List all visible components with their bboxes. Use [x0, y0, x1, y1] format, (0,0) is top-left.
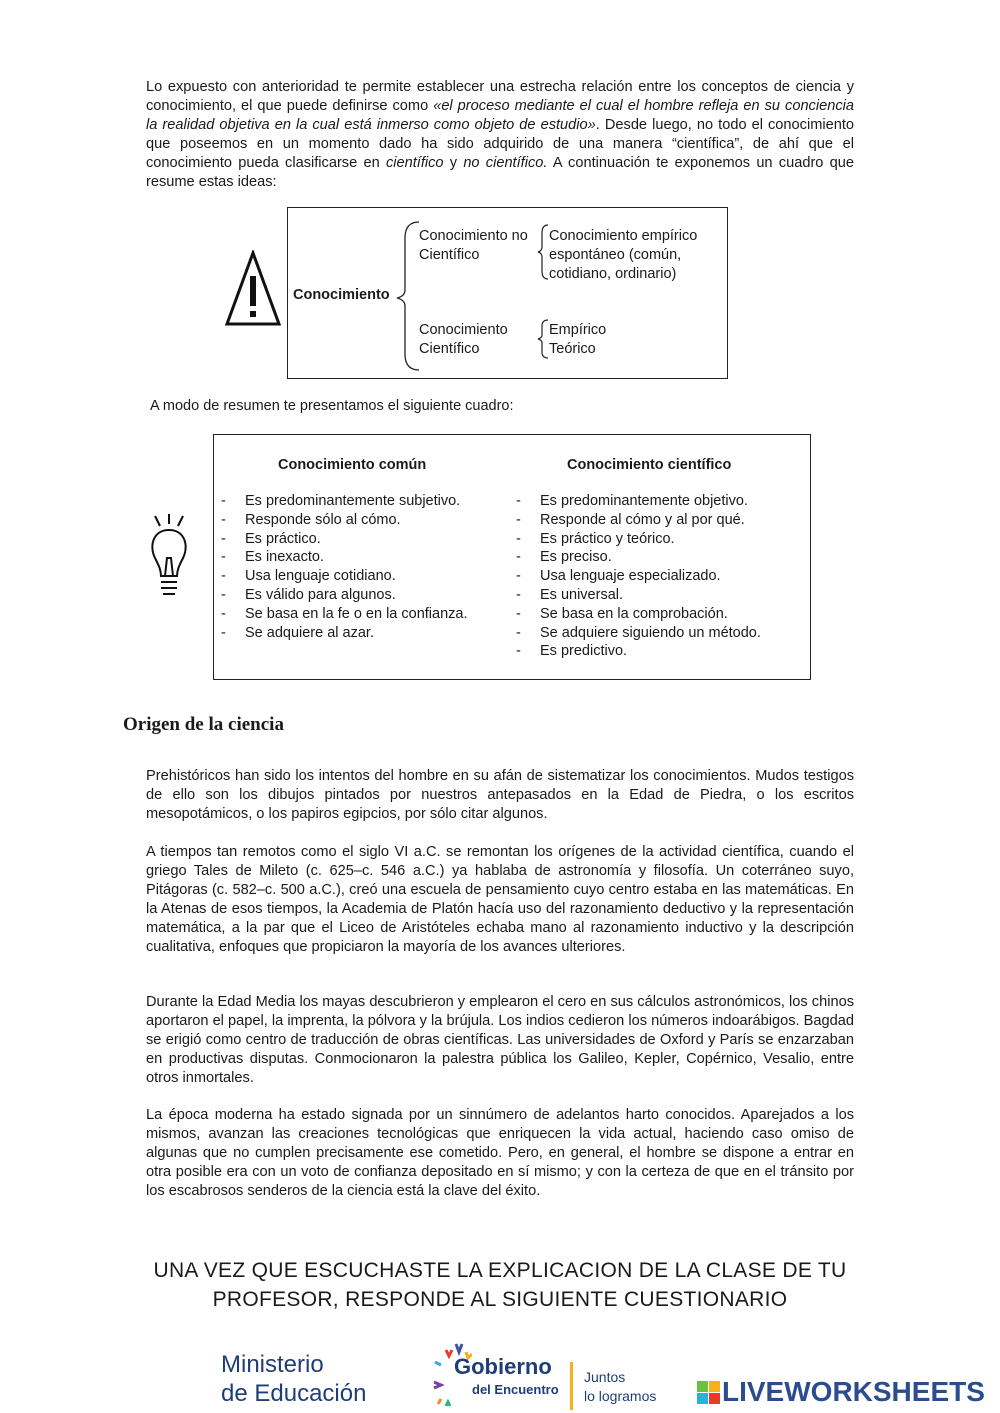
list-item: - Es preciso.: [510, 548, 761, 567]
gobierno-logo: [432, 1342, 672, 1412]
list-item: - Es válido para algunos.: [215, 586, 468, 605]
paragraph: Prehistóricos han sido los intentos del hombre en su afán de sistematizar los conocimientos. Mudos testigos de ello son los dibujos pintados por nuestros antepasados en la Edad de Piedra, o los escritos mesopotámicos, o los papiros egipcios, por sólo citar algunos.: [146, 768, 854, 822]
list-item: - Usa lenguaje especializado.: [510, 567, 761, 586]
comparison-table: [213, 434, 811, 680]
diagram-empirico: Empírico: [549, 322, 607, 338]
slogan-line: lo logramos: [584, 1388, 657, 1404]
sub-brace: [536, 318, 550, 360]
list-item: - Se adquiere siguiendo un método.: [510, 624, 761, 643]
diagram-teorico: Teórico: [549, 341, 596, 357]
sub-brace: [536, 223, 550, 281]
liveworksheets-text: LIVEWORKSHEETS: [722, 1376, 985, 1407]
list-cientifico: [510, 492, 761, 661]
slogan-line: Juntos: [584, 1369, 626, 1385]
list-item: - Es inexacto.: [215, 548, 468, 567]
list-item: - Es práctico.: [215, 530, 468, 549]
list-item: - Usa lenguaje cotidiano.: [215, 567, 468, 586]
ministerio-logo: [221, 1350, 366, 1408]
lightbulb-icon: [143, 512, 195, 604]
diagram-branch-no-cientifico: Conocimiento no Científico: [419, 228, 528, 263]
paragraph: La época moderna ha estado signada por un sinnúmero de adelantos harto conocidos. Aparejados a los mismos, avanzan las creaciones tecnológicas que enriquecen la vida actual, haciendo caso omiso de algunas que no cumplen precisamente ese cometido. Pero, en general, el hombre se dispone a entrar en otra posible era con un voto de confianza depositado en sí mismo; y con la certeza de que en el tránsito por los escabrosos senderos de la ciencia está la clave del éxito.: [146, 1107, 854, 1199]
liveworksheets-icon: [697, 1381, 720, 1404]
section-heading: Origen de la ciencia: [123, 714, 284, 735]
diagram-root: Conocimiento: [293, 287, 390, 303]
list-item: - Se adquiere al azar.: [215, 624, 468, 643]
intro-paragraph: Lo expuesto con anterioridad te permite establecer una estrecha relación entre los conceptos de ciencia y conocimiento, el que puede definirse como «el proceso mediante el cual el hombre refleja en su conciencia la realidad objetiva en la cual está inmerso como objeto de estudio». Desde luego, no todo el conocimiento que poseemos en un momento dado ha sido adquirido de una manera “científica”, de ahí que el conocimiento pueda clasificarse en científico y no científico. A continuación te exponemos un cuadro que resume estas ideas:: [146, 79, 855, 190]
list-item: - Responde sólo al cómo.: [215, 511, 468, 530]
list-item: - Es práctico y teórico.: [510, 530, 761, 549]
instruction-text: UNA VEZ QUE ESCUCHASTE LA EXPLICACION DE LA CLASE DE TU PROFESOR, RESPONDE AL SIGUIENTE CUESTIONARIO: [153, 1259, 847, 1311]
list-item: - Se basa en la comprobación.: [510, 605, 761, 624]
knowledge-diagram: [287, 207, 728, 379]
list-item: - Responde al cómo y al por qué.: [510, 511, 761, 530]
ministerio-line: de Educación: [221, 1380, 367, 1407]
list-item: - Es predominantemente objetivo.: [510, 492, 761, 511]
list-item: - Es predominantemente subjetivo.: [215, 492, 468, 511]
list-item: - Se basa en la fe o en la confianza.: [215, 605, 468, 624]
gobierno-text: Gobierno: [454, 1354, 552, 1379]
slogan: [584, 1368, 656, 1406]
diagram-branch-cientifico: Conocimiento Científico: [419, 322, 508, 357]
list-comun: [215, 492, 468, 642]
paragraph: A tiempos tan remotos como el siglo VI a.C. se remontan los orígenes de la actividad científica, cuando el griego Tales de Mileto (c. 625–c. 546 a.C.) ya hablaba de astronomía y filosofía. Un coterráneo suyo, Pitágoras (c. 582–c. 500 a.C.), creó una escuela de pensamiento cuyo centro estaba en las matemáticas. En la Atenas de esos tiempos, la Academia de Platón hacía uso del razonamiento deductivo y la representación matemática, a la par que el Liceo de Aristóteles echaba mano al razonamiento inductivo y la descripción cualitativa, enfoques que propiciaron la mayoría de los avances ulteriores.: [146, 844, 854, 955]
liveworksheets-logo: [697, 1376, 985, 1408]
gobierno-sub: del Encuentro: [472, 1382, 559, 1397]
paragraph: Durante la Edad Media los mayas descubrieron y emplearon el cero en sus cálculos astronómicos, los chinos aportaron el papel, la imprenta, la pólvora y la brújula. Los indios cedieron los números indoarábigos. Bagdad se erigió como centro de traducción de obras científicas. Las universidades de Oxford y París se enzarzaban en productivas disputas. Conmocionaron la palestra pública los Galileo, Kepler, Copérnico, Vesalio, entre otros inmortales.: [146, 994, 854, 1086]
warning-icon: [224, 250, 282, 328]
diagram-branch1-sub: Conocimiento empírico espontáneo (común, cotidiano, ordinario): [549, 228, 698, 282]
list-item: - Es predictivo.: [510, 642, 761, 661]
col-header-comun: Conocimiento común: [278, 457, 427, 473]
divider: [570, 1362, 573, 1410]
summary-intro: A modo de resumen te presentamos el siguiente cuadro:: [150, 398, 514, 414]
ministerio-line: Ministerio: [221, 1351, 324, 1378]
col-header-cientifico: Conocimiento científico: [567, 457, 732, 473]
list-item: - Es universal.: [510, 586, 761, 605]
